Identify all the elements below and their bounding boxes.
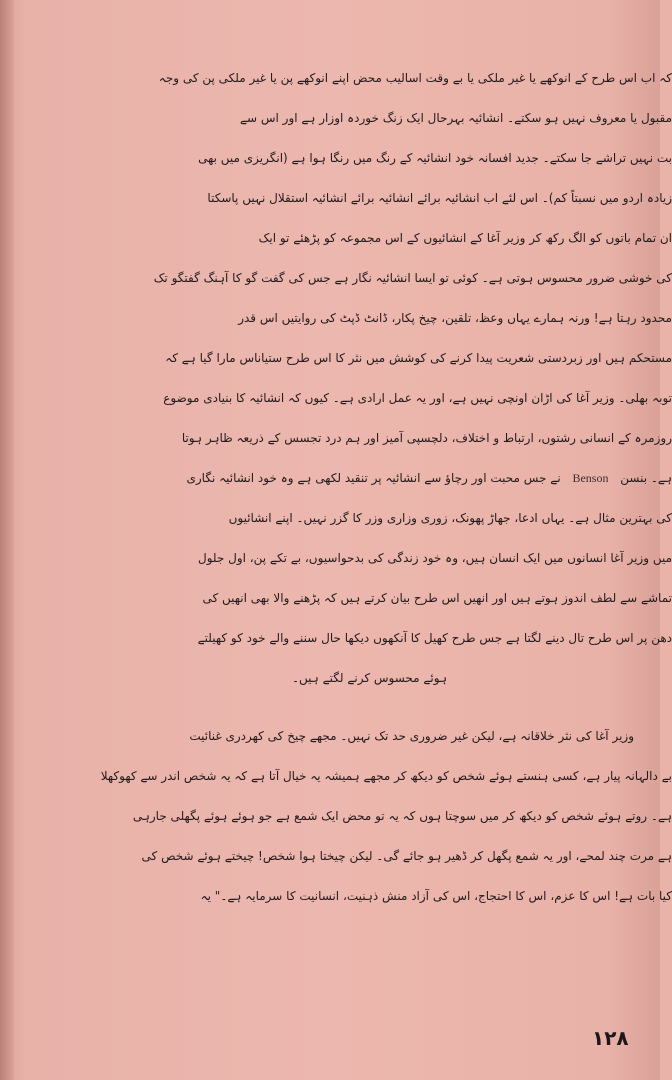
text-line: کیا بات ہے! اس کا عزم، اس کا احتجاج، اس کی آزاد منش ذہنیت، انسانیت کا سرمایہ ہے۔" یہ	[200, 889, 672, 903]
text-segment: ہے۔ بنسن	[616, 471, 672, 485]
text-segment: نے جس محبت اور رچاؤ سے انشائیہ پر تنقید لکھی ہے وہ خود انشائیہ نگاری	[186, 471, 565, 485]
text-line: روزمرہ کے انسانی رشتوں، ارتباط و اختلاف، دلچسپی آمیز اور ہم درد تجسس کے ذریعہ ظاہر ہوتا	[181, 431, 672, 445]
text-line-paragraph-end: ہوئے محسوس کرنے لگتے ہیں۔	[291, 671, 447, 685]
text-line: بت نہیں تراشے جا سکتے۔ جدید افسانہ خود انشائیہ کے رنگ میں رنگا ہوا ہے (انگریزی میں بھی	[198, 151, 672, 165]
text-line: مستحکم ہیں اور زبردستی شعریت پیدا کرنے کی کوشش میں نثر کا اس طرح ستیاناس مارا گیا ہے کہ	[165, 351, 672, 365]
text-line: محدود رہتا ہے! ورنہ ہمارے یہاں وعظ، تلقین، چیخ پکار، ڈانٹ ڈپٹ کی روایتیں اس قدر	[238, 311, 672, 325]
text-line: مقبول یا معروف نہیں ہو سکتے۔ انشائیہ بہرحال ایک زنگ خوردہ اوزار ہے اور اس سے	[239, 111, 672, 125]
latin-name-benson: Benson	[572, 471, 609, 485]
text-line: کی خوشی ضرور محسوس ہوتی ہے۔ کوئی تو ایسا انشائیہ نگار ہے جس کی گفت گو کا آہنگ گفتگو تک	[153, 271, 672, 285]
text-line: ہے۔ روتے ہوئے شخص کو دیکھ کر میں سوچتا ہوں کہ یہ تو محض ایک شمع ہے جو ہوئے ہوئے پگھلی جارہی	[132, 809, 672, 823]
text-line: بے دالہانہ پیار ہے، کسی ہنستے ہوئے شخص کو دیکھ کر مجھے ہمیشہ یہ خیال آتا ہے کہ یہ شخص اندر سے کھوکھلا	[100, 769, 672, 783]
text-line: کہ اب اس طرح کے انوکھے یا غیر ملکی یا بے وقت اسالیب محض اپنے انوکھے پن یا غیر ملکی پن کی وجہ	[158, 71, 672, 85]
text-line: ہے مرت چند لمحے، اور یہ شمع پگھل کر ڈھیر ہو جائے گی۔ لیکن چیختا ہوا شخص! چیختے ہوئے شخص کی	[141, 849, 672, 863]
text-line: کی بہترین مثال ہے۔ یہاں ادعا، جھاڑ پھونک، زوری وزاری وزر کا گزر نہیں۔ اپنے انشائیوں	[228, 511, 672, 525]
text-line: تماشے سے لطف اندوز ہوتے ہیں اور انھیں اس طرح بیان کرتے ہیں کہ پڑھنے والا بھی انھیں کی	[202, 591, 672, 605]
page-number: ۱۲۸	[592, 1026, 629, 1050]
text-line-with-latin	[0, 458, 672, 498]
text-line: ان تمام باتوں کو الگ رکھ کر وزیر آغا کے انشائیوں کے اس مجموعہ کو پڑھئے تو ایک	[258, 231, 672, 245]
text-line: میں وزیر آغا انسانوں میں ایک انسان ہیں، وہ خود زندگی کی بدحواسیوں، بے تکے پن، اول جلول	[197, 551, 672, 565]
urdu-text-body	[0, 58, 672, 916]
text-line: توبہ بھلی۔ وزیر آغا کی اڑان اونچی نہیں ہے، اور یہ عمل ارادی ہے۔ کیوں کہ انشائیہ کا بنیادی موضوع	[163, 391, 672, 405]
text-line: دھن پر اس طرح تال دینے لگتا ہے جس طرح کھیل کا آنکھوں دیکھا حال سننے والے خود کو کھیلتے	[197, 631, 672, 645]
text-line-paragraph-start: وزیر آغا کی نثر خلاقانہ ہے، لیکن غیر ضروری حد تک نہیں۔ مجھے چیخ کی کھردری غنائیت	[189, 729, 634, 743]
text-line: زیادہ اردو میں نسبتاً کم)۔ اس لئے اب انشائیہ برائے انشائیہ برائے انشائیہ استقلال نہیں پاسکتا	[207, 191, 672, 205]
